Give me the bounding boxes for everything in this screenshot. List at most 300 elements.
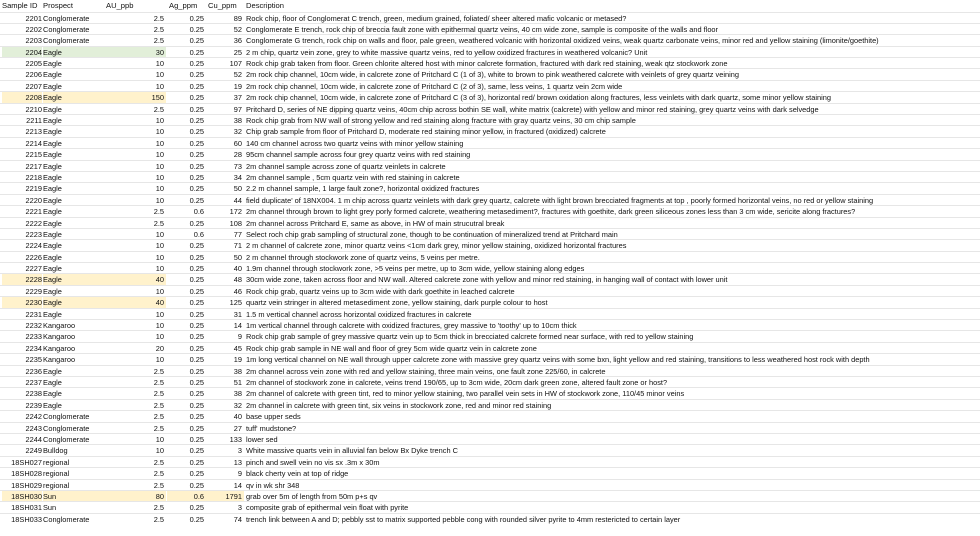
- cell-sample-id[interactable]: 2226: [25, 252, 42, 262]
- cell-au-ppb[interactable]: 150: [104, 92, 166, 102]
- cell-ag-ppm[interactable]: 0.25: [189, 514, 204, 524]
- cell-au-ppb[interactable]: 10: [155, 116, 164, 126]
- cell-au-ppb[interactable]: 2.5: [153, 503, 164, 513]
- cell-prospect[interactable]: Kangaroo: [43, 355, 76, 365]
- cell-au-ppb[interactable]: 10: [155, 70, 164, 80]
- cell-description[interactable]: 2m channel in calcrete with green tint, six veins in stockwork zone, red and minor red staining: [246, 400, 552, 410]
- cell-prospect[interactable]: Eagle: [43, 264, 62, 274]
- table-row[interactable]: [0, 342, 980, 353]
- cell-prospect[interactable]: Eagle: [43, 70, 62, 80]
- cell-cu-ppm[interactable]: 40: [233, 264, 242, 274]
- cell-au-ppb[interactable]: 10: [155, 150, 164, 160]
- cell-ag-ppm[interactable]: 0.25: [189, 275, 204, 285]
- cell-sample-id[interactable]: 18SH033: [11, 514, 42, 524]
- cell-cu-ppm[interactable]: 28: [233, 150, 242, 160]
- table-row[interactable]: [0, 251, 980, 262]
- table-row[interactable]: [0, 501, 980, 512]
- cell-description[interactable]: 2m channel through brown to light grey porly formed calcrete, weathering metasediment?, fractures with goethite, dark green siliceous zones less than 3 cm wide, sericite along fractures?: [246, 207, 856, 217]
- table-row[interactable]: [0, 422, 980, 433]
- cell-description[interactable]: 2m channel across vein zone with red and yellow staining, three main veins, one fault zone 225/60, in calcrete: [246, 366, 606, 376]
- cell-au-ppb[interactable]: 10: [155, 252, 164, 262]
- cell-prospect[interactable]: Eagle: [43, 150, 62, 160]
- cell-prospect[interactable]: Eagle: [43, 172, 62, 182]
- cell-sample-id[interactable]: 2220: [25, 195, 42, 205]
- cell-sample-id[interactable]: 2232: [25, 321, 42, 331]
- cell-sample-id[interactable]: 2243: [25, 423, 42, 433]
- cell-au-ppb[interactable]: 10: [155, 172, 164, 182]
- table-row[interactable]: [0, 513, 980, 524]
- cell-description[interactable]: 2m rock chip channel, 10cm wide, in calcrete zone of Pritchard C (2 of 3), same, less veins, 1 quartz vein 2cm wide: [246, 81, 623, 91]
- cell-ag-ppm[interactable]: 0.25: [189, 24, 204, 34]
- cell-description[interactable]: 2 m chip, quartz vein zone, grey to white massive quartz veins, red to yellow oxidized fractures in weathered volcanic? Unit: [246, 47, 648, 57]
- cell-cu-ppm[interactable]: 37: [233, 93, 242, 103]
- table-row[interactable]: [0, 228, 980, 239]
- cell-cu-ppm[interactable]: 73: [233, 161, 242, 171]
- cell-ag-ppm[interactable]: 0.25: [189, 70, 204, 80]
- cell-au-ppb[interactable]: 2.5: [153, 480, 164, 490]
- cell-cu-ppm[interactable]: 19: [233, 355, 242, 365]
- cell-cu-ppm[interactable]: 40: [233, 412, 242, 422]
- cell-cu-ppm[interactable]: 50: [233, 252, 242, 262]
- cell-sample-id[interactable]: 2230: [2, 297, 42, 307]
- cell-sample-id[interactable]: 2249: [25, 446, 42, 456]
- cell-au-ppb[interactable]: 2.5: [153, 400, 164, 410]
- cell-au-ppb[interactable]: 10: [155, 59, 164, 69]
- cell-ag-ppm[interactable]: 0.25: [189, 150, 204, 160]
- cell-description[interactable]: Rock chip grab taken from floor. Green chlorite altered host with minor calcrete formation, fractured with dark red staining, weak qtz stockwork zone: [246, 59, 728, 69]
- cell-ag-ppm[interactable]: 0.25: [189, 264, 204, 274]
- cell-au-ppb[interactable]: 10: [155, 81, 164, 91]
- cell-ag-ppm[interactable]: 0.25: [189, 104, 204, 114]
- cell-prospect[interactable]: Eagle: [43, 241, 62, 251]
- cell-au-ppb[interactable]: 2.5: [153, 514, 164, 524]
- table-row[interactable]: [0, 171, 980, 182]
- cell-prospect[interactable]: Conglomerate: [43, 423, 90, 433]
- cell-sample-id[interactable]: 2237: [25, 378, 42, 387]
- cell-description[interactable]: Conglomerate E trench, rock chip of breccia fault zone with epithermal quartz veins, 40 cm wide zone, sample is composite of the walls and floor: [246, 24, 718, 34]
- cell-au-ppb[interactable]: 40: [104, 297, 166, 307]
- cell-prospect[interactable]: regional: [43, 480, 70, 490]
- cell-prospect[interactable]: Bulldog: [43, 446, 68, 456]
- cell-au-ppb[interactable]: 10: [155, 321, 164, 331]
- cell-sample-id[interactable]: 2218: [25, 172, 42, 182]
- cell-prospect[interactable]: Kangaroo: [43, 343, 76, 353]
- cell-description[interactable]: Chip grab sample from floor of Pritchard D, moderate red staining minor yellow, in fractured (oxidized) calcrete: [246, 127, 606, 137]
- table-row[interactable]: [0, 57, 980, 68]
- cell-ag-ppm[interactable]: 0.25: [189, 423, 204, 433]
- cell-ag-ppm[interactable]: 0.25: [189, 434, 204, 444]
- cell-prospect[interactable]: Eagle: [43, 127, 62, 137]
- cell-cu-ppm[interactable]: 77: [233, 229, 242, 239]
- cell-sample-id[interactable]: 2244: [25, 434, 42, 444]
- cell-description[interactable]: pinch and swell vein no vis sx .3m x 30m: [246, 457, 380, 467]
- cell-cu-ppm[interactable]: 1791: [206, 491, 244, 501]
- cell-ag-ppm[interactable]: 0.6: [193, 207, 204, 217]
- cell-ag-ppm[interactable]: 0.25: [189, 138, 204, 148]
- header-ag-ppm[interactable]: Ag_ppm: [169, 1, 198, 10]
- cell-cu-ppm[interactable]: 108: [229, 218, 242, 228]
- cell-sample-id[interactable]: 2231: [25, 309, 42, 319]
- cell-description[interactable]: Rock chip grab from NW wall of strong yellow and red staining along fracture with gray quartz veins, 30 cm chip sample: [246, 116, 636, 126]
- cell-prospect[interactable]: Eagle: [43, 92, 105, 102]
- cell-cu-ppm[interactable]: 107: [229, 59, 242, 69]
- cell-au-ppb[interactable]: 2.5: [153, 378, 164, 387]
- table-row[interactable]: [0, 444, 980, 455]
- cell-description[interactable]: 1m vertical channel through calcrete with oxidized fractures, grey massive to 'toothy' up to 10cm thick: [246, 321, 577, 331]
- cell-ag-ppm[interactable]: 0.25: [189, 366, 204, 376]
- cell-ag-ppm[interactable]: 0.25: [189, 389, 204, 399]
- cell-cu-ppm[interactable]: 71: [233, 241, 242, 251]
- cell-sample-id[interactable]: 2206: [25, 70, 42, 80]
- cell-sample-id[interactable]: 2228: [2, 274, 42, 284]
- cell-prospect[interactable]: Eagle: [43, 161, 62, 171]
- cell-cu-ppm[interactable]: 133: [229, 434, 242, 444]
- cell-sample-id[interactable]: 2207: [25, 81, 42, 91]
- cell-ag-ppm[interactable]: 0.25: [189, 47, 204, 57]
- cell-au-ppb[interactable]: 10: [155, 286, 164, 296]
- cell-sample-id[interactable]: 2214: [25, 138, 42, 148]
- cell-description[interactable]: Rock chip, floor of Conglomerat C trench, green, medium grained, foliated/ sheer altered mafic volcanic or metased?: [246, 13, 627, 23]
- cell-au-ppb[interactable]: 10: [155, 264, 164, 274]
- table-row[interactable]: [0, 376, 980, 387]
- cell-sample-id[interactable]: 2236: [25, 366, 42, 376]
- cell-description[interactable]: grab over 5m of length from 50m p+s qv: [246, 491, 378, 501]
- cell-description[interactable]: Rock chip grab, quartz veins up to 3cm wide with dark goethite in leached calcrete: [246, 286, 515, 296]
- table-row[interactable]: [0, 34, 980, 45]
- cell-prospect[interactable]: Sun: [43, 491, 105, 501]
- cell-sample-id[interactable]: 2203: [25, 36, 42, 46]
- cell-sample-id[interactable]: 18SH028: [11, 469, 42, 479]
- cell-sample-id[interactable]: 2234: [25, 343, 42, 353]
- header-au-ppb[interactable]: AU_ppb: [106, 1, 134, 10]
- table-row[interactable]: [0, 91, 980, 102]
- cell-prospect[interactable]: Eagle: [43, 378, 62, 387]
- table-row[interactable]: [0, 80, 980, 91]
- cell-ag-ppm[interactable]: 0.25: [189, 59, 204, 69]
- cell-cu-ppm[interactable]: 25: [233, 47, 242, 57]
- cell-ag-ppm[interactable]: 0.25: [189, 400, 204, 410]
- cell-ag-ppm[interactable]: 0.25: [189, 412, 204, 422]
- table-row[interactable]: [0, 319, 980, 330]
- cell-sample-id[interactable]: 2204: [2, 47, 42, 57]
- cell-description[interactable]: 2m channel sample , 5cm quartz vein with red staining in calcrete: [246, 172, 460, 182]
- cell-cu-ppm[interactable]: 97: [233, 104, 242, 114]
- cell-au-ppb[interactable]: 10: [155, 355, 164, 365]
- cell-prospect[interactable]: Eagle: [43, 47, 105, 57]
- table-row[interactable]: [0, 467, 980, 478]
- cell-prospect[interactable]: Eagle: [43, 297, 105, 307]
- table-row[interactable]: [0, 205, 980, 216]
- cell-ag-ppm[interactable]: 0.25: [189, 184, 204, 194]
- cell-prospect[interactable]: Eagle: [43, 207, 62, 217]
- cell-description[interactable]: field duplicate' of 18NX004. 1 m chip across quartz veinlets with dark grey quartz, calcrete with light brown brecciated fragments at top , poorly formed horizontal veins, no red or yellow staining: [246, 195, 874, 205]
- cell-sample-id[interactable]: 2227: [25, 264, 42, 274]
- cell-prospect[interactable]: Conglomerate: [43, 514, 90, 524]
- cell-cu-ppm[interactable]: 52: [233, 70, 242, 80]
- cell-ag-ppm[interactable]: 0.25: [189, 457, 204, 467]
- cell-prospect[interactable]: Eagle: [43, 400, 62, 410]
- cell-ag-ppm[interactable]: 0.25: [189, 93, 204, 103]
- cell-cu-ppm[interactable]: 38: [233, 116, 242, 126]
- cell-cu-ppm[interactable]: 14: [233, 480, 242, 490]
- cell-cu-ppm[interactable]: 27: [233, 423, 242, 433]
- table-row[interactable]: [0, 262, 980, 273]
- cell-sample-id[interactable]: 2213: [25, 127, 42, 137]
- table-row[interactable]: [0, 125, 980, 136]
- cell-sample-id[interactable]: 2229: [25, 286, 42, 296]
- cell-cu-ppm[interactable]: 60: [233, 138, 242, 148]
- cell-au-ppb[interactable]: 2.5: [153, 366, 164, 376]
- cell-cu-ppm[interactable]: 44: [233, 195, 242, 205]
- table-row[interactable]: [0, 46, 980, 57]
- cell-prospect[interactable]: Eagle: [43, 366, 62, 376]
- cell-description[interactable]: 2.2 m channel sample, 1 large fault zone?, horizontal oxidized fractures: [246, 184, 480, 194]
- table-row[interactable]: [0, 273, 980, 284]
- table-row[interactable]: [0, 353, 980, 364]
- cell-sample-id[interactable]: 2201: [25, 13, 42, 23]
- cell-description[interactable]: quartz vein stringer in altered metasediment zone, yellow staining, dark purple colour to host: [246, 298, 548, 308]
- cell-prospect[interactable]: regional: [43, 457, 70, 467]
- table-row[interactable]: [0, 68, 980, 79]
- cell-ag-ppm[interactable]: 0.25: [189, 286, 204, 296]
- cell-ag-ppm[interactable]: 0.25: [189, 172, 204, 182]
- table-row[interactable]: [0, 308, 980, 319]
- cell-ag-ppm[interactable]: 0.6: [167, 491, 206, 501]
- cell-ag-ppm[interactable]: 0.25: [189, 343, 204, 353]
- cell-ag-ppm[interactable]: 0.25: [189, 116, 204, 126]
- cell-description[interactable]: Conglomerate G trench, rock chip on walls and floor, pale green, weathered volcanic with horizontal oxidized veins, weak quartz carbonate veins, minor red and yellow staining (limonite/goethite): [246, 36, 879, 46]
- cell-prospect[interactable]: Conglomerate: [43, 434, 90, 444]
- cell-au-ppb[interactable]: 2.5: [153, 423, 164, 433]
- cell-au-ppb[interactable]: 10: [155, 184, 164, 194]
- cell-au-ppb[interactable]: 10: [155, 229, 164, 239]
- cell-cu-ppm[interactable]: 52: [233, 24, 242, 34]
- cell-description[interactable]: qv in wk shr 348: [246, 480, 300, 490]
- table-row[interactable]: [0, 194, 980, 205]
- cell-ag-ppm[interactable]: 0.25: [189, 480, 204, 490]
- cell-sample-id[interactable]: 2223: [25, 229, 42, 239]
- cell-description[interactable]: Rock chip grab sample in NE wall and floor of grey 5cm wide quartz vein in calcrete zone: [246, 343, 537, 353]
- cell-description[interactable]: Select roch chip grab sampling of structural zone, though to be continuation of mineralized trend at Pritchard main: [246, 229, 618, 239]
- cell-prospect[interactable]: Eagle: [43, 184, 62, 194]
- cell-sample-id[interactable]: 2217: [25, 161, 42, 171]
- cell-sample-id[interactable]: 18SH031: [11, 503, 42, 513]
- table-row[interactable]: [0, 330, 980, 341]
- cell-au-ppb[interactable]: 2.5: [153, 218, 164, 228]
- cell-prospect[interactable]: Eagle: [43, 195, 62, 205]
- cell-sample-id[interactable]: 2239: [25, 400, 42, 410]
- cell-sample-id[interactable]: 2224: [25, 241, 42, 251]
- header-description[interactable]: Description: [246, 1, 284, 10]
- cell-ag-ppm[interactable]: 0.25: [189, 218, 204, 228]
- cell-ag-ppm[interactable]: 0.25: [189, 332, 204, 342]
- cell-au-ppb[interactable]: 2.5: [153, 389, 164, 399]
- cell-ag-ppm[interactable]: 0.25: [189, 252, 204, 262]
- cell-cu-ppm[interactable]: 45: [233, 343, 242, 353]
- cell-description[interactable]: 2m rock chip channel, 10cm wide, in calcrete zone of Pritchard C (3 of 3), horizontal red/ brown oxidation along fractures, less veinlets with dark quartz, some minor yellow staining: [246, 93, 831, 103]
- cell-au-ppb[interactable]: 10: [155, 138, 164, 148]
- cell-au-ppb[interactable]: 2.5: [153, 457, 164, 467]
- cell-au-ppb[interactable]: 2.5: [153, 24, 164, 34]
- cell-description[interactable]: lower sed: [246, 434, 278, 444]
- cell-cu-ppm[interactable]: 3: [237, 446, 242, 456]
- cell-description[interactable]: 2m channel across Pritchard E, same as above, in HW of main strucutral break: [246, 218, 505, 228]
- cell-au-ppb[interactable]: 20: [155, 343, 164, 353]
- cell-ag-ppm[interactable]: 0.25: [189, 81, 204, 91]
- table-row[interactable]: [0, 365, 980, 376]
- cell-cu-ppm[interactable]: 13: [233, 457, 242, 467]
- cell-au-ppb[interactable]: 10: [155, 127, 164, 137]
- cell-description[interactable]: Rock chip grab sample of grey massive quartz vein up to 5cm thick in brecciated calcrete formed near surface, with red to yellow staining: [246, 332, 694, 342]
- cell-cu-ppm[interactable]: 125: [229, 298, 242, 308]
- cell-description[interactable]: 2m rock chip channel, 10cm wide, in calcrete zone of Pritchard C (1 of 3), white to brown to pink weathered calcrete with veinlets of grey quartz veining: [246, 70, 739, 80]
- cell-au-ppb[interactable]: 10: [155, 332, 164, 342]
- cell-ag-ppm[interactable]: 0.25: [189, 13, 204, 23]
- cell-cu-ppm[interactable]: 89: [233, 13, 242, 23]
- cell-ag-ppm[interactable]: 0.25: [189, 36, 204, 46]
- cell-au-ppb[interactable]: 2.5: [153, 13, 164, 23]
- cell-prospect[interactable]: Conglomerate: [43, 13, 90, 23]
- cell-sample-id[interactable]: 2233: [25, 332, 42, 342]
- cell-description[interactable]: base upper seds: [246, 412, 301, 422]
- cell-au-ppb[interactable]: 30: [104, 47, 166, 57]
- cell-au-ppb[interactable]: 80: [104, 491, 166, 501]
- cell-cu-ppm[interactable]: 46: [233, 286, 242, 296]
- header-sample-id[interactable]: Sample ID: [2, 1, 38, 10]
- table-row[interactable]: [0, 217, 980, 228]
- cell-description[interactable]: 30cm wide zone, taken across floor and NW wall. Altered calcrete zone with yellow and minor red staining, in hanging wall of contact with lower unit: [246, 275, 728, 285]
- cell-prospect[interactable]: Conglomerate: [43, 412, 90, 422]
- cell-ag-ppm[interactable]: 0.25: [189, 378, 204, 387]
- cell-ag-ppm[interactable]: 0.25: [189, 195, 204, 205]
- cell-prospect[interactable]: Kangaroo: [43, 332, 76, 342]
- cell-sample-id[interactable]: 2215: [25, 150, 42, 160]
- cell-description[interactable]: trench link between A and D; pebbly sst to matrix supported pebble cong with rounded silver pyrite to 4mm restericted to certain layer: [246, 514, 681, 524]
- table-row[interactable]: [0, 12, 980, 23]
- cell-description[interactable]: 140 cm channel across two quartz veins with minor yellow staining: [246, 138, 464, 148]
- cell-prospect[interactable]: Eagle: [43, 218, 62, 228]
- cell-description[interactable]: Pritchard D, series of NE dipping quartz veins, 40cm chip across bothin SE wall, white matrix (calcrete) with yellow and minor red staining, grey quartz veins with dark selvedge: [246, 104, 819, 114]
- cell-description[interactable]: 1.9m channel through stockwork zone, >5 veins per metre, up to 3cm wide, yellow staining along edges: [246, 264, 585, 274]
- cell-prospect[interactable]: Conglomerate: [43, 36, 90, 46]
- table-row[interactable]: [0, 148, 980, 159]
- cell-description[interactable]: 2m channel sample across zone of quartz veinlets in calcrete: [246, 161, 446, 171]
- cell-description[interactable]: black cherty vein at top of ridge: [246, 469, 349, 479]
- cell-au-ppb[interactable]: 2.5: [153, 104, 164, 114]
- cell-sample-id[interactable]: 2208: [2, 92, 42, 102]
- cell-ag-ppm[interactable]: 0.25: [189, 298, 204, 308]
- cell-cu-ppm[interactable]: 51: [233, 378, 242, 387]
- table-row[interactable]: [0, 285, 980, 296]
- table-row[interactable]: [0, 399, 980, 410]
- cell-prospect[interactable]: Eagle: [43, 229, 62, 239]
- table-row[interactable]: [0, 410, 980, 421]
- cell-cu-ppm[interactable]: 38: [233, 389, 242, 399]
- cell-sample-id[interactable]: 2242: [25, 412, 42, 422]
- cell-cu-ppm[interactable]: 34: [233, 172, 242, 182]
- cell-sample-id[interactable]: 2219: [25, 184, 42, 194]
- cell-sample-id[interactable]: 18SH027: [11, 457, 42, 467]
- cell-prospect[interactable]: Eagle: [43, 138, 62, 148]
- table-row[interactable]: [0, 490, 980, 501]
- cell-prospect[interactable]: Eagle: [43, 59, 62, 69]
- cell-prospect[interactable]: Eagle: [43, 286, 62, 296]
- cell-sample-id[interactable]: 2202: [25, 24, 42, 34]
- cell-cu-ppm[interactable]: 31: [233, 309, 242, 319]
- cell-cu-ppm[interactable]: 38: [233, 366, 242, 376]
- cell-prospect[interactable]: Kangaroo: [43, 321, 76, 331]
- header-cu-ppm[interactable]: Cu_ppm: [208, 1, 237, 10]
- cell-description[interactable]: 1m long vertical channel on NE wall through upper calcrete zone with massive grey quartz veins with some bxn, light yellow and red staining, transitions to less weathered host rock with depth: [246, 355, 870, 365]
- table-row[interactable]: [0, 160, 980, 171]
- cell-description[interactable]: 2m channel of stockwork zone in calcrete, veins trend 190/65, up to 3cm wide, 20cm dark green zone, altered fault zone or host?: [246, 378, 668, 387]
- table-row[interactable]: [0, 137, 980, 148]
- cell-ag-ppm[interactable]: 0.6: [193, 229, 204, 239]
- table-row[interactable]: [0, 433, 980, 444]
- cell-ag-ppm[interactable]: 0.25: [189, 469, 204, 479]
- cell-prospect[interactable]: Eagle: [43, 274, 105, 284]
- cell-sample-id[interactable]: 2222: [25, 218, 42, 228]
- cell-au-ppb[interactable]: 40: [104, 274, 166, 284]
- cell-ag-ppm[interactable]: 0.25: [189, 446, 204, 456]
- cell-au-ppb[interactable]: 2.5: [153, 36, 164, 46]
- cell-cu-ppm[interactable]: 50: [233, 184, 242, 194]
- table-row[interactable]: [0, 114, 980, 125]
- cell-sample-id[interactable]: 2235: [25, 355, 42, 365]
- table-row[interactable]: [0, 239, 980, 250]
- cell-description[interactable]: tuff' mudstone?: [246, 423, 297, 433]
- cell-cu-ppm[interactable]: 36: [233, 36, 242, 46]
- cell-description[interactable]: 2 m channel through stockwork zone of quartz veins, 5 veins per metre.: [246, 252, 480, 262]
- cell-au-ppb[interactable]: 10: [155, 161, 164, 171]
- table-row[interactable]: [0, 23, 980, 34]
- cell-prospect[interactable]: Eagle: [43, 309, 62, 319]
- cell-description[interactable]: 1.5 m vertical channel across horizontal oxidized fractures in calcrete: [246, 309, 472, 319]
- cell-au-ppb[interactable]: 10: [155, 434, 164, 444]
- table-row[interactable]: [0, 456, 980, 467]
- cell-description[interactable]: White massive quarts vein in alluvial fan below Bx Dyke trench C: [246, 446, 458, 456]
- cell-sample-id[interactable]: 2211: [26, 116, 42, 126]
- cell-ag-ppm[interactable]: 0.25: [189, 503, 204, 513]
- cell-cu-ppm[interactable]: 48: [233, 275, 242, 285]
- table-row[interactable]: [0, 103, 980, 114]
- cell-au-ppb[interactable]: 2.5: [153, 412, 164, 422]
- cell-sample-id[interactable]: 2205: [25, 59, 42, 69]
- cell-prospect[interactable]: Sun: [43, 503, 57, 513]
- cell-prospect[interactable]: Eagle: [43, 116, 62, 126]
- cell-prospect[interactable]: Eagle: [43, 252, 62, 262]
- cell-sample-id[interactable]: 18SH030: [2, 491, 42, 501]
- cell-cu-ppm[interactable]: 14: [233, 321, 242, 331]
- cell-ag-ppm[interactable]: 0.25: [189, 355, 204, 365]
- cell-sample-id[interactable]: 2221: [25, 207, 42, 217]
- cell-ag-ppm[interactable]: 0.25: [189, 241, 204, 251]
- cell-ag-ppm[interactable]: 0.25: [189, 321, 204, 331]
- cell-sample-id[interactable]: 2238: [25, 389, 42, 399]
- cell-prospect[interactable]: Eagle: [43, 389, 62, 399]
- cell-au-ppb[interactable]: 2.5: [153, 207, 164, 217]
- cell-au-ppb[interactable]: 10: [155, 195, 164, 205]
- cell-cu-ppm[interactable]: 32: [233, 400, 242, 410]
- table-row[interactable]: [0, 296, 980, 307]
- cell-description[interactable]: 95cm channel sample across four grey quartz veins with red staining: [246, 150, 471, 160]
- cell-cu-ppm[interactable]: 172: [229, 207, 242, 217]
- cell-ag-ppm[interactable]: 0.25: [189, 127, 204, 137]
- cell-sample-id[interactable]: 18SH029: [11, 480, 42, 490]
- cell-ag-ppm[interactable]: 0.25: [189, 161, 204, 171]
- cell-au-ppb[interactable]: 2.5: [153, 469, 164, 479]
- cell-description[interactable]: 2 m channel of calcrete zone, minor quartz veins <1cm dark grey, minor yellow staining, oxidized horizontal fractures: [246, 241, 627, 251]
